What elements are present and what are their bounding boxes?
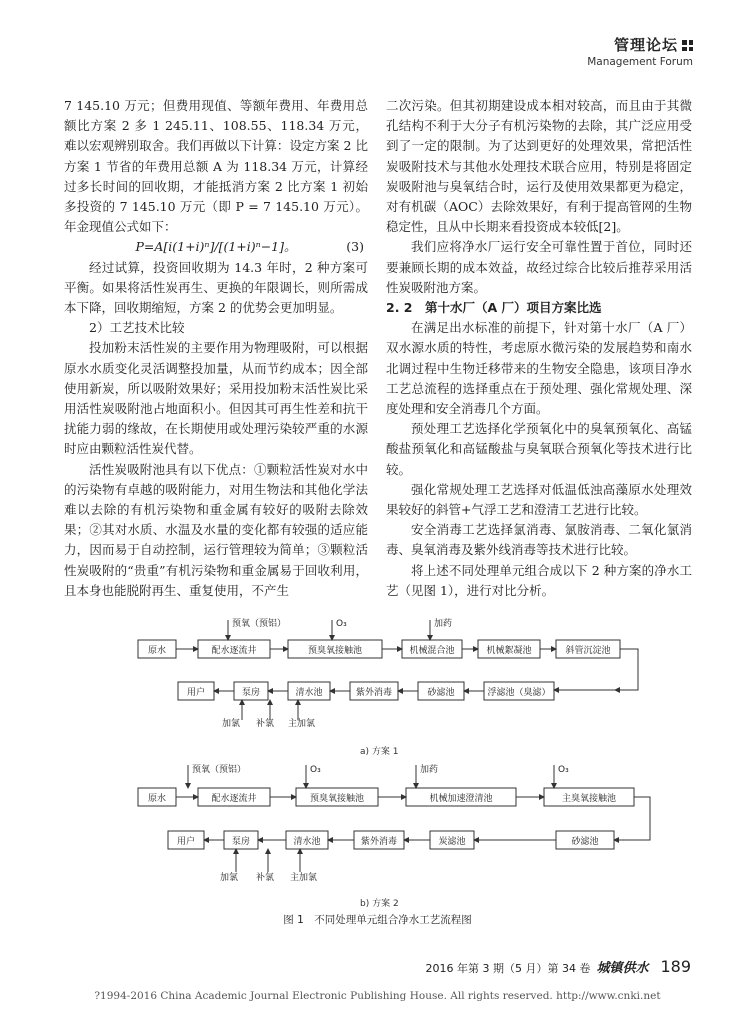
box-label: 浮滤池（臭滤） (487, 688, 551, 698)
input-label: 加药 (434, 619, 453, 629)
box-label: 机械絮凝池 (486, 646, 532, 656)
box-label: 机械加速澄清池 (429, 794, 493, 804)
scheme2-row2 (168, 831, 614, 883)
scheme1-inputs (228, 617, 452, 640)
paragraph: 强化常规处理工艺选择对低温低浊高藻原水处理效果较好的斜管+气浮工艺和澄清工艺进行比较。 (386, 481, 692, 518)
input-label: 加药 (420, 765, 439, 775)
paragraph: 预处理工艺选择化学预氧化中的臭氧预氧化、高锰酸盐预氧化和高锰酸盐与臭氧联合预氧化等技术进行比较。 (386, 421, 692, 477)
paragraph: 安全消毒工艺选择氯消毒、氯胺消毒、二氧化氯消毒、臭氧消毒及紫外线消毒等技术进行比较。 (386, 522, 692, 558)
box-label: 紫外消毒 (360, 837, 398, 847)
subheading: 2）工艺技术比较 (89, 320, 185, 336)
box-label: 配水逐流井 (211, 646, 257, 656)
input-label: 预氧（预铝） (232, 619, 287, 629)
input-label: 加氯 (220, 873, 239, 883)
header-square-icon (682, 40, 693, 51)
paragraph: 活性炭吸附池具有以下优点：①颗粒活性炭对水中的污染物有卓越的吸附能力，对用生物法和其他化学法难以去除的有机污染物和重金属有较好的吸附去除效果；②其对水质、水温及水量的变化都有较强的适应能力，因而易于自动控制，运行管理较为简单；③颗粒活性炭吸附的“贵重”有机污染物和重金属易于回收利用，且本身也能脱附再生、重复使用，不产生 (64, 461, 368, 598)
box-label: 原水 (147, 646, 167, 656)
box-label: 原水 (147, 794, 167, 804)
box-label: 泵房 (241, 688, 261, 698)
box-label: 清水池 (293, 837, 321, 847)
box-label: 斜管沉淀池 (565, 646, 611, 656)
box-label: 预臭氧接触池 (309, 794, 365, 804)
flow-diagram (110, 610, 670, 930)
flow-diagram-figure (110, 610, 670, 930)
input-label: 主加氯 (290, 873, 318, 883)
journal-logo: 城镇供水 (596, 961, 649, 976)
box-label: 紫外消毒 (355, 688, 393, 698)
paragraph: 经过试算，投资回收期为 14.3 年时，2 种方案可平衡。如果将活性炭再生、更换的年限调长，则所需成本下降，回收期缩短，方案 2 的优势会更加明显。 (64, 259, 368, 316)
section-subtitle: Management Forum (587, 56, 693, 68)
input-label: 预氧（预铝） (192, 765, 247, 775)
box-label: 砂滤池 (571, 837, 599, 847)
paragraph: 我们应将净水厂运行安全可靠性置于首位，同时还要兼顾长期的成本效益，故经过综合比较后推荐采用活性炭吸附池方案。 (386, 239, 692, 295)
paragraph: 将上述不同处理单元组合成以下 2 种方案的净水工艺（见图 1），进行对比分析。 (386, 562, 692, 598)
box-label: 砂滤池 (427, 688, 455, 698)
section-title: 管理论坛 (587, 34, 693, 55)
input-label: 补氯 (256, 873, 275, 883)
figure-caption: 图 1 不同处理单元组合净水工艺流程图 (283, 914, 472, 926)
box-label: 配水逐流井 (211, 794, 257, 804)
input-label: 加氯 (222, 719, 241, 729)
box-label: 主臭氧接触池 (561, 794, 617, 804)
box-label: 机械混合池 (409, 646, 455, 656)
box-label: 清水池 (295, 688, 323, 698)
box-label: 用户 (186, 688, 206, 698)
paragraph: 二次污染。但其初期建设成本相对较高，而且由于其微孔结构不利于大分子有机污染物的去除，其广泛应用受到了一定的限制。为了达到更好的处理效果，常把活性炭吸附技术与其他水处理技术联合应用，特别是将固定炭吸附池与臭氧结合时，运行及使用效果都更为稳定，对有机碳（AOC）去除效果好，有利于提高管网的生物稳定性，且从中长期来看投资成本较低[2]。 (386, 98, 692, 235)
box-label: 炭滤池 (438, 837, 466, 847)
formula-number: (3) (346, 239, 364, 255)
input-label: O₃ (310, 765, 321, 775)
input-label: 主加氯 (288, 719, 316, 729)
box-label: 预臭氧接触池 (307, 646, 363, 656)
input-label: O₃ (558, 765, 569, 775)
scheme2-label: b) 方案 2 (360, 899, 399, 909)
scheme1-row2 (178, 682, 615, 729)
input-label: 补氯 (256, 719, 275, 729)
page-footer (425, 957, 691, 976)
paragraph: 投加粉末活性炭的主要作用为物理吸附，可以根据原水水质变化灵活调整投加量，从而节约成本；因全部使用新炭，所以吸附效果好；采用投加粉末活性炭比采用活性炭吸附池占地面积小。但因其可再生性差和抗干扰能力弱的缘故，在长期使用或处理污染较严重的水源时应由颗粒活性炭代替。 (64, 340, 368, 457)
paragraph: 7 145.10 万元；但费用现值、等额年费用、年费用总额比方案 2 多 1 245.11、108.55、118.34 万元，难以宏观辨别取舍。我们再做以下计算：设定方案 2 比方案 1 节省的年费用总额 A 为 118.34 万元，计算经过多长时间的回收期，才能抵消方案 2 比方案 1 初始多投资的 7 145.10 万元（即 P = 7 145.10 万元）。年金现值公式如下： (64, 98, 368, 235)
paragraph: 在满足出水标准的前提下，针对第十水厂（A 厂）双水源水质的特性，考虑原水微污染的发展趋势和南水北调过程中生物迁移带来的生物安全隐患，该项目净水工艺总流程的选择重点在于预处理、强化常规处理、深度处理和安全消毒几个方面。 (386, 320, 692, 417)
section-heading: 2. 2 第十水厂（A 厂）项目方案比选 (386, 300, 602, 316)
box-label: 用户 (176, 837, 196, 847)
scheme2-inputs (188, 763, 569, 788)
box-label: 泵房 (231, 837, 251, 847)
copyright-notice: ?1994-2016 China Academic Journal Electronic Publishing House. All rights reserved. http://www.cnki.net (94, 990, 661, 1002)
right-column (386, 96, 692, 601)
formula: P=A[i(1+i)ⁿ]/[(1+i)ⁿ−1]。 (3) (64, 237, 368, 257)
page-number: 189 (660, 957, 691, 976)
issue-info: 2016 年第 3 期（5 月）第 34 卷 (425, 962, 591, 975)
input-label: O₃ (336, 619, 347, 629)
running-header (587, 34, 693, 68)
left-column (64, 96, 368, 601)
scheme1-label: a) 方案 1 (360, 747, 399, 757)
